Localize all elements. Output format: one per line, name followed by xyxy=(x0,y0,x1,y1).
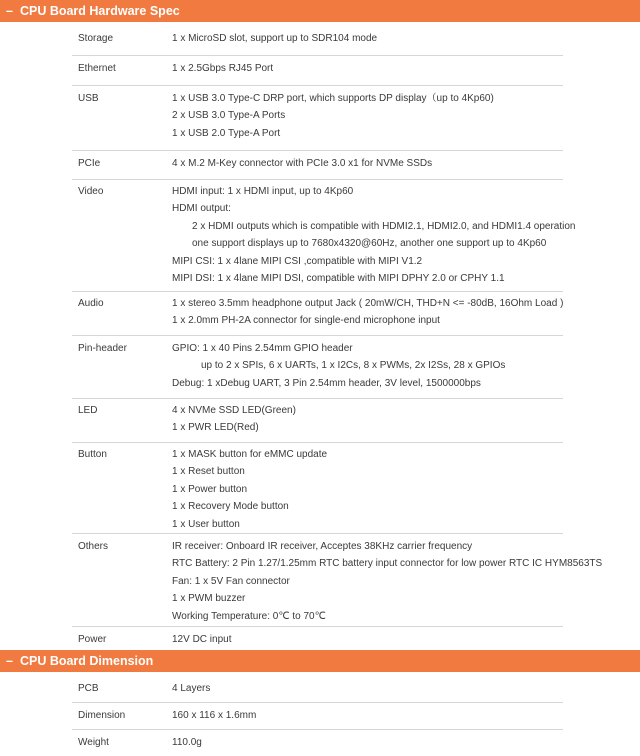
table-row xyxy=(72,86,563,151)
table-row xyxy=(72,151,563,180)
row-value: IR receiver: Onboard IR receiver, Acceptes 38KHz carrier frequency xyxy=(172,541,473,552)
section-title: CPU Board Hardware Spec xyxy=(19,4,180,18)
row-value: 12V DC input xyxy=(172,634,232,645)
row-value: 1 x 2.0mm PH-2A connector for single-end microphone input xyxy=(172,315,440,327)
row-values xyxy=(172,60,563,85)
row-label: Audio xyxy=(78,298,104,309)
row-value: 1 x USB 3.0 Type-C DRP port, which supports DP display（up to 4Kp60) xyxy=(172,93,494,104)
row-value: HDMI output: xyxy=(172,203,231,215)
table-row xyxy=(72,730,563,756)
table-row xyxy=(72,56,563,86)
row-values xyxy=(172,183,576,291)
row-label: Ethernet xyxy=(78,63,116,74)
row-label: USB xyxy=(78,93,99,104)
dimension-table xyxy=(72,676,563,756)
row-value: 2 x USB 3.0 Type-A Ports xyxy=(172,110,286,122)
row-values xyxy=(172,538,602,626)
table-row xyxy=(72,534,603,627)
table-row xyxy=(72,443,563,534)
row-label: PCB xyxy=(78,683,99,694)
row-label: LED xyxy=(78,405,98,416)
row-value: Working Temperature: 0℃ to 70℃ xyxy=(172,610,326,622)
row-value: 1 x 2.5Gbps RJ45 Port xyxy=(172,63,274,74)
dash-icon: – xyxy=(6,4,13,18)
row-value: RTC Battery: 2 Pin 1.27/1.25mm RTC battery input connector for low power RTC IC HYM8563TS xyxy=(172,558,603,570)
row-value: 1 x Power button xyxy=(172,483,248,495)
row-label: Others xyxy=(78,541,109,552)
row-value: 4 x NVMe SSD LED(Green) xyxy=(172,405,296,416)
row-value: 1 x Reset button xyxy=(172,466,245,478)
row-label: Button xyxy=(78,449,107,460)
row-value: 1 x MicroSD slot, support up to SDR104 mode xyxy=(172,33,378,44)
hardware-spec-header xyxy=(0,0,640,22)
dimension-header xyxy=(0,650,640,672)
table-row xyxy=(72,30,563,56)
row-value: 2 x HDMI outputs which is compatible with HDMI2.1, HDMI2.0, and HDMI1.4 operation xyxy=(192,220,576,232)
row-label: Weight xyxy=(78,737,109,748)
row-value: 1 x User button xyxy=(172,518,240,530)
row-value: 1 x MASK button for eMMC update xyxy=(172,449,328,460)
row-values xyxy=(172,402,563,442)
hardware-spec-table xyxy=(72,30,603,658)
row-label: Storage xyxy=(78,33,114,44)
row-value: MIPI CSI: 1 x 4lane MIPI CSI ,compatible with MIPI V1.2 xyxy=(172,255,423,267)
row-values xyxy=(172,90,563,150)
table-row xyxy=(72,292,563,336)
table-row xyxy=(72,180,576,292)
row-value: 110.0g xyxy=(172,737,202,748)
row-value: HDMI input: 1 x HDMI input, up to 4Kp60 xyxy=(172,186,354,197)
table-row xyxy=(72,336,563,399)
row-value: GPIO: 1 x 40 Pins 2.54mm GPIO header xyxy=(172,343,353,354)
row-value: MIPI DSI: 1 x 4lane MIPI DSI, compatible with MIPI DPHY 2.0 or CPHY 1.1 xyxy=(172,273,505,285)
row-values xyxy=(172,446,563,533)
row-value: Debug: 1 xDebug UART, 3 Pin 2.54mm header, 3V level, 1500000bps xyxy=(172,377,481,389)
row-value: 1 x stereo 3.5mm headphone output Jack ( 20mW/CH, THD+N <= -80dB, 16Ohm Load ) xyxy=(172,298,564,309)
row-value: Fan: 1 x 5V Fan connector xyxy=(172,575,290,587)
row-value: 1 x PWR LED(Red) xyxy=(172,422,259,434)
row-value: 4 Layers xyxy=(172,683,211,694)
table-row xyxy=(72,676,563,703)
row-label: Dimension xyxy=(78,710,126,721)
table-row xyxy=(72,703,563,730)
table-row xyxy=(72,399,563,443)
row-values xyxy=(172,30,563,55)
row-values xyxy=(172,295,563,335)
row-values xyxy=(172,340,563,398)
row-value: 160 x 116 x 1.6mm xyxy=(172,710,257,721)
row-value: 4 x M.2 M-Key connector with PCIe 3.0 x1 for NVMe SSDs xyxy=(172,158,433,169)
row-values xyxy=(172,155,563,179)
row-label: Video xyxy=(78,186,104,197)
row-value: up to 2 x SPIs, 6 x UARTs, 1 x I2Cs, 8 x PWMs, 2x I2Ss, 28 x GPIOs xyxy=(201,360,506,372)
row-label: Power xyxy=(78,634,107,645)
row-value: 1 x PWM buzzer xyxy=(172,593,246,605)
row-value: 1 x USB 2.0 Type-A Port xyxy=(172,127,281,139)
row-value: 1 x Recovery Mode button xyxy=(172,501,289,513)
section-title: CPU Board Dimension xyxy=(19,654,154,668)
row-label: PCIe xyxy=(78,158,101,169)
row-value: one support displays up to 7680x4320@60Hz, another one support up to 4Kp60 xyxy=(192,238,547,250)
dash-icon: – xyxy=(6,654,13,668)
row-label: Pin-header xyxy=(78,343,127,354)
